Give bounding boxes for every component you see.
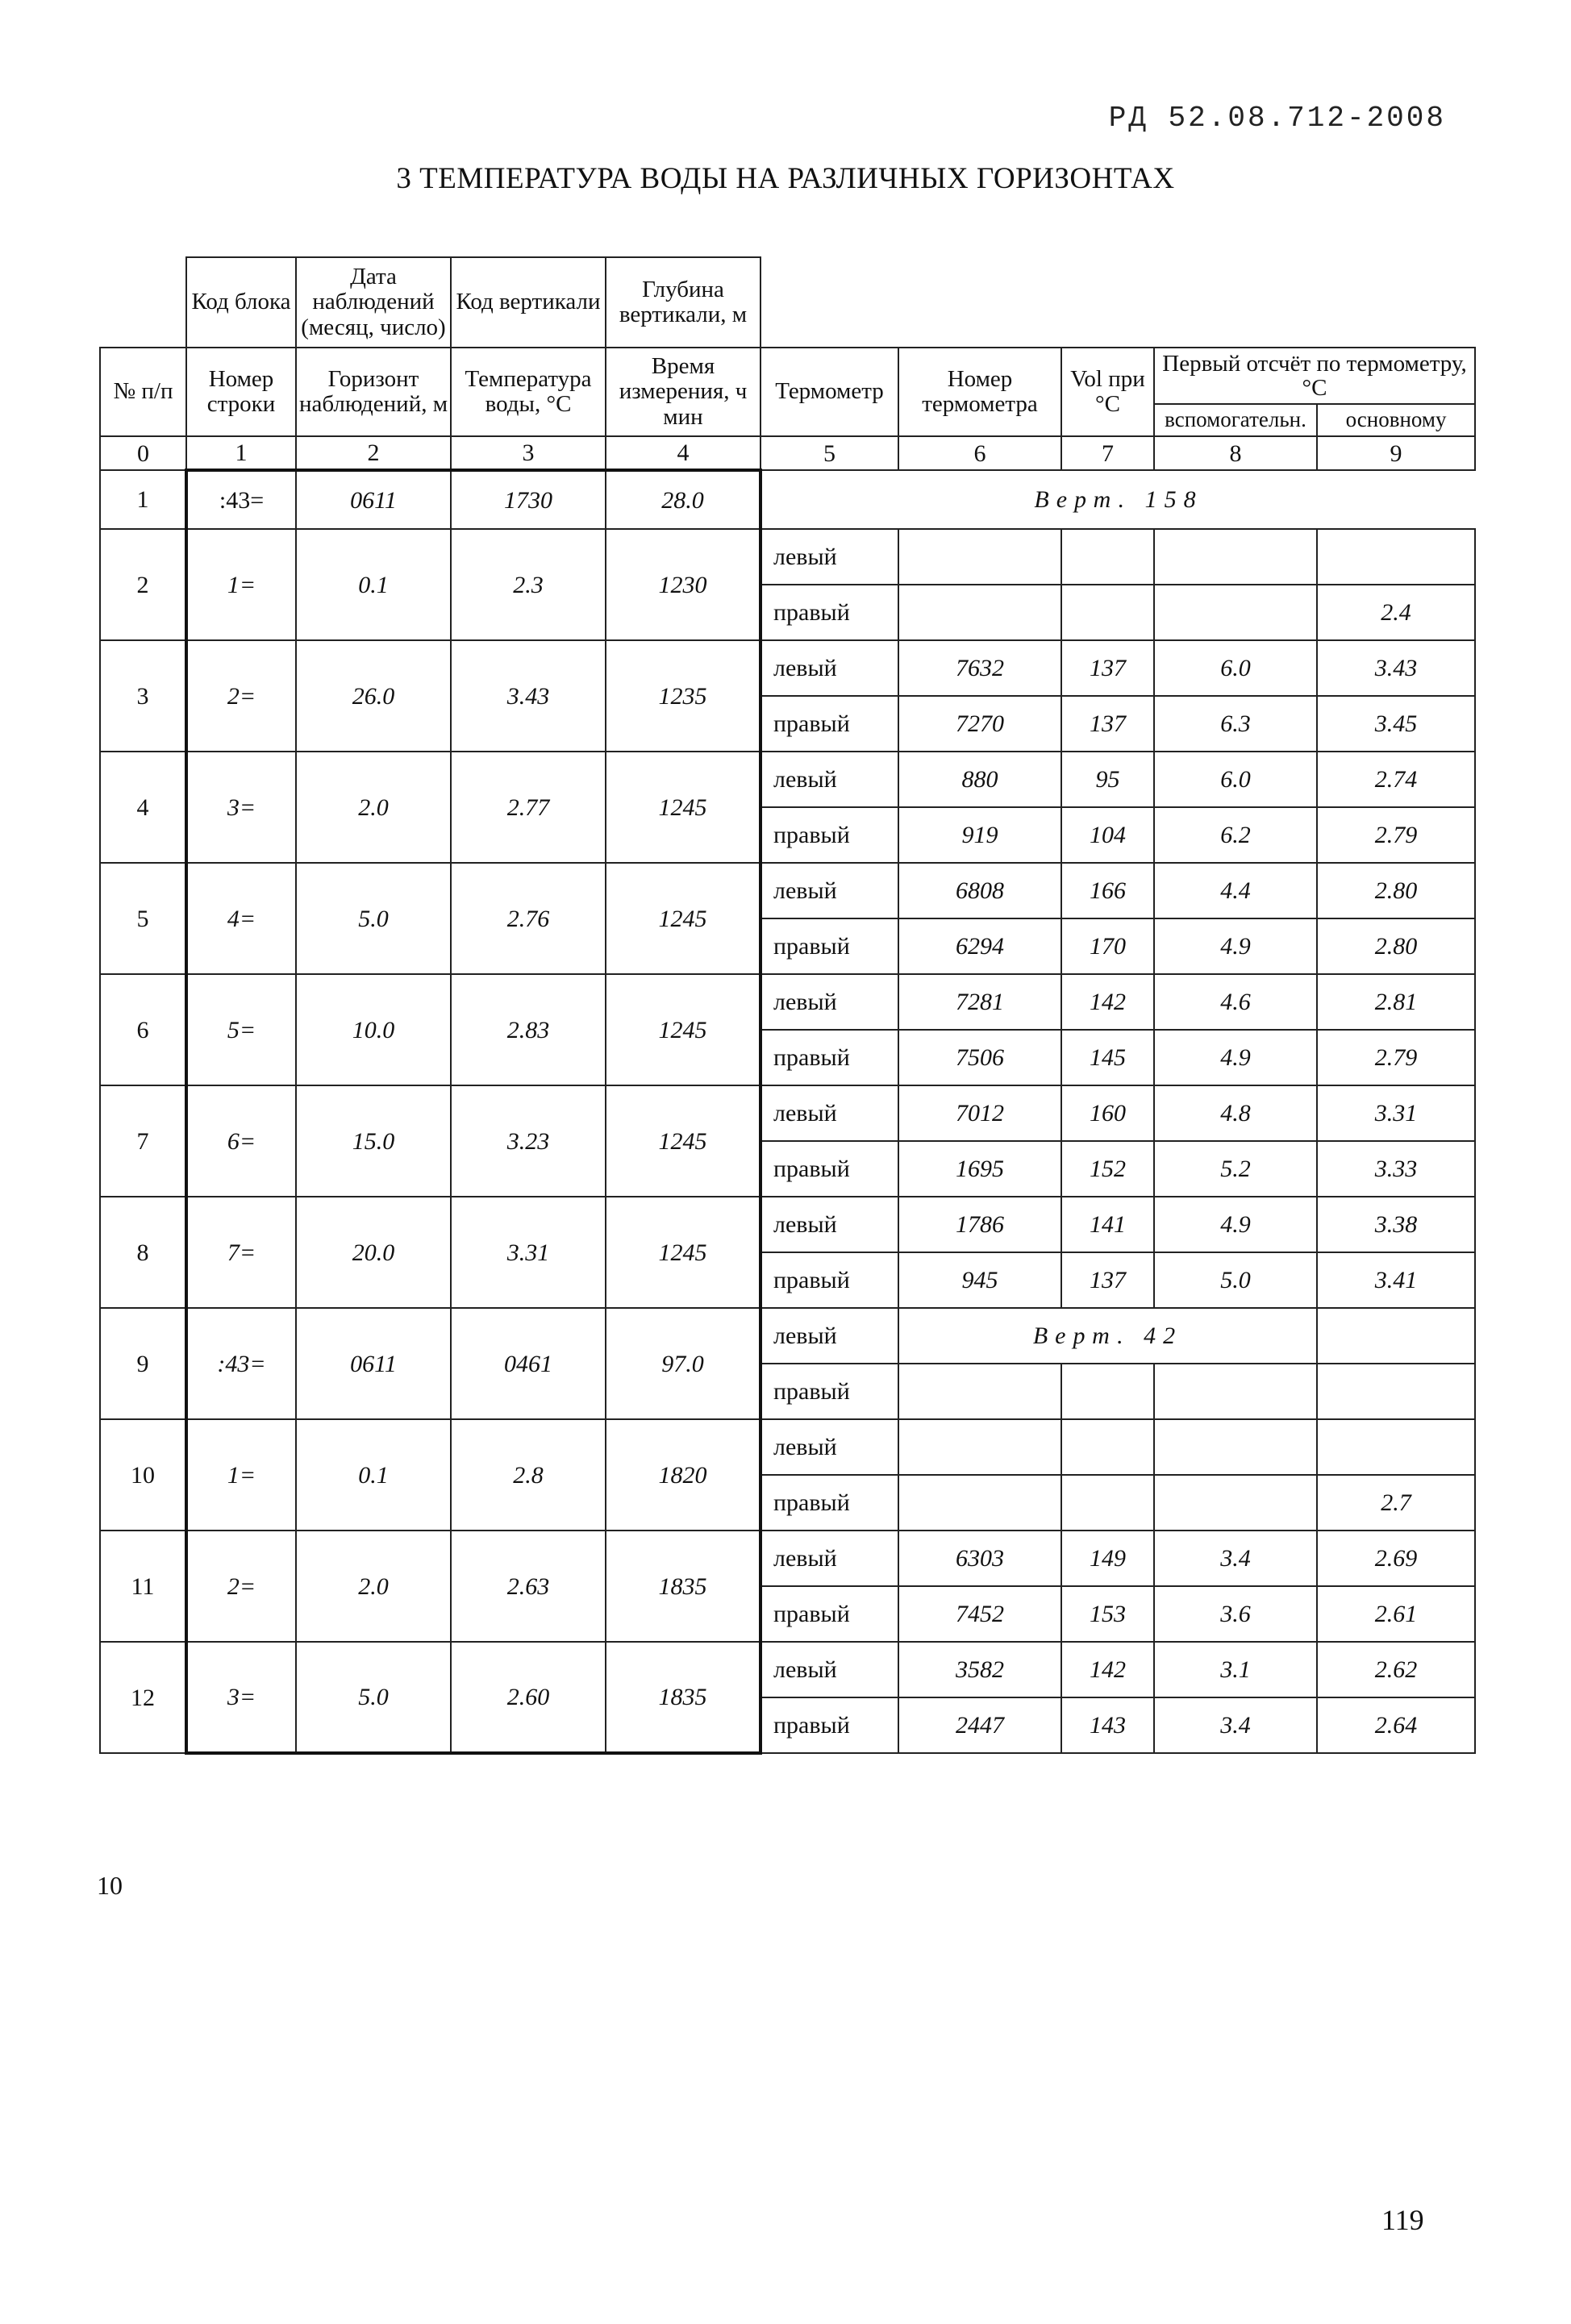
line-number: 7= xyxy=(186,1197,296,1308)
column-number: 6 xyxy=(898,436,1061,470)
observation-horizon: 15.0 xyxy=(296,1085,451,1197)
thermometer-number: 7632 xyxy=(898,640,1061,696)
header-horizon: Горизонт наблюдений, м xyxy=(296,348,451,436)
thermometer-number: 880 xyxy=(898,752,1061,807)
vol-value: 153 xyxy=(1061,1586,1154,1642)
measurement-time: 1235 xyxy=(606,640,760,752)
thermometer-number: 7452 xyxy=(898,1586,1061,1642)
observation-date: 0611 xyxy=(296,1308,451,1419)
main-reading: 2.62 xyxy=(1317,1642,1475,1697)
thermometer-right-label: правый xyxy=(760,1586,898,1642)
observation-date: 0611 xyxy=(296,470,451,529)
water-temperature: 2.63 xyxy=(451,1531,606,1642)
line-number: 2= xyxy=(186,1531,296,1642)
main-reading: 2.80 xyxy=(1317,863,1475,918)
water-temperature: 2.83 xyxy=(451,974,606,1085)
observation-horizon: 0.1 xyxy=(296,1419,451,1531)
auxiliary-reading: 6.2 xyxy=(1154,807,1317,863)
auxiliary-reading: 6.3 xyxy=(1154,696,1317,752)
thermometer-number: 7012 xyxy=(898,1085,1061,1141)
header-vertical-code: Код вертикали xyxy=(451,257,606,348)
thermometer-right-label: правый xyxy=(760,696,898,752)
line-number: 2= xyxy=(186,640,296,752)
thermometer-number: 7281 xyxy=(898,974,1061,1030)
water-temperature: 3.23 xyxy=(451,1085,606,1197)
vol-value: 142 xyxy=(1061,1642,1154,1697)
row-number: 1 xyxy=(100,470,186,529)
vol-value: 145 xyxy=(1061,1030,1154,1085)
auxiliary-reading: 4.9 xyxy=(1154,1030,1317,1085)
vol-value xyxy=(1061,529,1154,585)
thermometer-number: 1695 xyxy=(898,1141,1061,1197)
line-number: 1= xyxy=(186,529,296,640)
temperature-table xyxy=(99,256,1474,1757)
observation-horizon: 5.0 xyxy=(296,1642,451,1753)
vol-value: 160 xyxy=(1061,1085,1154,1141)
thermometer-left-label: левый xyxy=(760,863,898,918)
main-reading: 2.4 xyxy=(1317,585,1475,640)
column-number: 8 xyxy=(1154,436,1317,470)
auxiliary-reading: 4.8 xyxy=(1154,1085,1317,1141)
vol-value: 152 xyxy=(1061,1141,1154,1197)
water-temperature: 2.77 xyxy=(451,752,606,863)
header-measurement-time: Время измерения, ч мин xyxy=(606,348,760,436)
main-reading: 2.80 xyxy=(1317,918,1475,974)
header-main: основному xyxy=(1317,404,1475,436)
vol-value: 104 xyxy=(1061,807,1154,863)
measurement-time: 1245 xyxy=(606,863,760,974)
thermometer-right-label: правый xyxy=(760,1030,898,1085)
auxiliary-reading: 6.0 xyxy=(1154,752,1317,807)
column-number: 4 xyxy=(606,436,760,470)
vol-value: 166 xyxy=(1061,863,1154,918)
column-number: 9 xyxy=(1317,436,1475,470)
block-code: :43= xyxy=(186,1308,296,1419)
line-number: 5= xyxy=(186,974,296,1085)
thermometer-number xyxy=(898,529,1061,585)
water-temperature: 3.31 xyxy=(451,1197,606,1308)
vol-value: 141 xyxy=(1061,1197,1154,1252)
thermometer-number: 2447 xyxy=(898,1697,1061,1753)
water-temperature: 2.8 xyxy=(451,1419,606,1531)
header-water-temperature: Температура воды, °С xyxy=(451,348,606,436)
main-reading: 3.38 xyxy=(1317,1197,1475,1252)
main-reading: 2.69 xyxy=(1317,1531,1475,1586)
main-reading xyxy=(1317,1364,1475,1419)
header-vol: Vol при °С xyxy=(1061,348,1154,436)
auxiliary-reading xyxy=(1154,1364,1317,1419)
auxiliary-reading: 4.9 xyxy=(1154,1197,1317,1252)
thermometer-number: 6808 xyxy=(898,863,1061,918)
thermometer-left-label: левый xyxy=(760,1642,898,1697)
row-number: 5 xyxy=(100,863,186,974)
vol-value: 137 xyxy=(1061,640,1154,696)
thermometer-number: 6303 xyxy=(898,1531,1061,1586)
measurement-time: 1245 xyxy=(606,1085,760,1197)
vol-value xyxy=(1061,1419,1154,1475)
vol-value xyxy=(1061,585,1154,640)
auxiliary-reading: 3.1 xyxy=(1154,1642,1317,1697)
thermometer-left-label: левый xyxy=(760,1197,898,1252)
vertical-depth: 28.0 xyxy=(606,470,760,529)
observation-horizon: 2.0 xyxy=(296,1531,451,1642)
page-number-right: 119 xyxy=(1381,2204,1424,2236)
vertical-label: Верт. 158 xyxy=(760,470,1475,529)
thermometer-left-label: левый xyxy=(760,1308,898,1364)
thermometer-number: 6294 xyxy=(898,918,1061,974)
main-reading: 2.79 xyxy=(1317,1030,1475,1085)
header-block-code: Код блока xyxy=(186,257,296,348)
row-number: 9 xyxy=(100,1308,186,1419)
column-number: 1 xyxy=(186,436,296,470)
thermometer-number xyxy=(898,1419,1061,1475)
header-first-reading: Первый отсчёт по термометру, °С xyxy=(1154,348,1475,404)
line-number: 3= xyxy=(186,752,296,863)
thermometer-number: 3582 xyxy=(898,1642,1061,1697)
row-number: 6 xyxy=(100,974,186,1085)
thermometer-number: 1786 xyxy=(898,1197,1061,1252)
observation-horizon: 20.0 xyxy=(296,1197,451,1308)
measurement-time: 1245 xyxy=(606,974,760,1085)
auxiliary-reading: 6.0 xyxy=(1154,640,1317,696)
water-temperature: 2.60 xyxy=(451,1642,606,1753)
thermometer-number: 7270 xyxy=(898,696,1061,752)
vertical-label: Верт. 42 xyxy=(898,1308,1317,1364)
measurement-time: 1820 xyxy=(606,1419,760,1531)
thermometer-right-label: правый xyxy=(760,1364,898,1419)
header-auxiliary: вспомогательн. xyxy=(1154,404,1317,436)
thermometer-number: 945 xyxy=(898,1252,1061,1308)
vol-value: 137 xyxy=(1061,1252,1154,1308)
main-reading: 2.74 xyxy=(1317,752,1475,807)
auxiliary-reading: 4.9 xyxy=(1154,918,1317,974)
thermometer-right-label: правый xyxy=(760,585,898,640)
thermometer-left-label: левый xyxy=(760,1085,898,1141)
document-code: РД 52.08.712-2008 xyxy=(1108,102,1446,135)
water-temperature: 3.43 xyxy=(451,640,606,752)
auxiliary-reading: 3.4 xyxy=(1154,1531,1317,1586)
line-number: 6= xyxy=(186,1085,296,1197)
vol-value: 170 xyxy=(1061,918,1154,974)
header-line-number: Номер строки xyxy=(186,348,296,436)
thermometer-right-label: правый xyxy=(760,1252,898,1308)
vol-value: 142 xyxy=(1061,974,1154,1030)
main-reading: 2.7 xyxy=(1317,1475,1475,1531)
vertical-code: 1730 xyxy=(451,470,606,529)
observation-horizon: 2.0 xyxy=(296,752,451,863)
vertical-code: 0461 xyxy=(451,1308,606,1419)
thermometer-left-label: левый xyxy=(760,640,898,696)
observation-horizon: 26.0 xyxy=(296,640,451,752)
header-thermometer-number: Номер термометра xyxy=(898,348,1061,436)
line-number: 4= xyxy=(186,863,296,974)
thermometer-left-label: левый xyxy=(760,1419,898,1475)
auxiliary-reading: 3.6 xyxy=(1154,1586,1317,1642)
auxiliary-reading: 5.0 xyxy=(1154,1252,1317,1308)
auxiliary-reading: 4.4 xyxy=(1154,863,1317,918)
vol-value: 149 xyxy=(1061,1531,1154,1586)
row-number: 12 xyxy=(100,1642,186,1753)
thermometer-right-label: правый xyxy=(760,918,898,974)
row-number: 10 xyxy=(100,1419,186,1531)
measurement-time: 1835 xyxy=(606,1642,760,1753)
column-number: 0 xyxy=(100,436,186,470)
auxiliary-reading xyxy=(1154,529,1317,585)
main-reading xyxy=(1317,529,1475,585)
header-vertical-depth: Глубина вертикали, м xyxy=(606,257,760,348)
column-number: 2 xyxy=(296,436,451,470)
column-number: 5 xyxy=(760,436,898,470)
water-temperature: 2.3 xyxy=(451,529,606,640)
thermometer-left-label: левый xyxy=(760,529,898,585)
thermometer-number xyxy=(898,1364,1061,1419)
thermometer-left-label: левый xyxy=(760,1531,898,1586)
row-number: 2 xyxy=(100,529,186,640)
vertical-depth: 97.0 xyxy=(606,1308,760,1419)
row-number: 4 xyxy=(100,752,186,863)
row-number: 7 xyxy=(100,1085,186,1197)
main-reading: 2.79 xyxy=(1317,807,1475,863)
measurement-time: 1230 xyxy=(606,529,760,640)
auxiliary-reading: 4.6 xyxy=(1154,974,1317,1030)
vol-value xyxy=(1061,1475,1154,1531)
observation-horizon: 5.0 xyxy=(296,863,451,974)
vol-value xyxy=(1061,1364,1154,1419)
observation-horizon: 0.1 xyxy=(296,529,451,640)
auxiliary-reading xyxy=(1154,585,1317,640)
main-reading: 2.64 xyxy=(1317,1697,1475,1753)
vol-value: 143 xyxy=(1061,1697,1154,1753)
header-row-number: № п/п xyxy=(100,348,186,436)
water-temperature: 2.76 xyxy=(451,863,606,974)
thermometer-number xyxy=(898,1475,1061,1531)
main-reading: 3.43 xyxy=(1317,640,1475,696)
thermometer-right-label: правый xyxy=(760,807,898,863)
measurement-time: 1835 xyxy=(606,1531,760,1642)
thermometer-right-label: правый xyxy=(760,1475,898,1531)
vol-value: 137 xyxy=(1061,696,1154,752)
thermometer-number: 919 xyxy=(898,807,1061,863)
auxiliary-reading xyxy=(1154,1475,1317,1531)
main-reading: 2.61 xyxy=(1317,1586,1475,1642)
observation-horizon: 10.0 xyxy=(296,974,451,1085)
auxiliary-reading: 3.4 xyxy=(1154,1697,1317,1753)
block-code: :43= xyxy=(186,470,296,529)
thermometer-right-label: правый xyxy=(760,1141,898,1197)
auxiliary-reading xyxy=(1154,1419,1317,1475)
thermometer-number: 7506 xyxy=(898,1030,1061,1085)
thermometer-left-label: левый xyxy=(760,974,898,1030)
row-number: 11 xyxy=(100,1531,186,1642)
page-number-left: 10 xyxy=(97,1871,123,1900)
main-reading: 3.31 xyxy=(1317,1085,1475,1141)
vol-value: 95 xyxy=(1061,752,1154,807)
main-reading: 3.45 xyxy=(1317,696,1475,752)
thermometer-number xyxy=(898,585,1061,640)
main-reading: 3.41 xyxy=(1317,1252,1475,1308)
measurement-time: 1245 xyxy=(606,752,760,863)
line-number: 1= xyxy=(186,1419,296,1531)
header-date: Дата наблюдений (месяц, число) xyxy=(296,257,451,348)
page-title: 3 ТЕМПЕРАТУРА ВОДЫ НА РАЗЛИЧНЫХ ГОРИЗОНТАХ xyxy=(396,162,1175,195)
measurement-time: 1245 xyxy=(606,1197,760,1308)
main-reading: 3.33 xyxy=(1317,1141,1475,1197)
header-thermometer: Термометр xyxy=(760,348,898,436)
column-number: 7 xyxy=(1061,436,1154,470)
main-reading xyxy=(1317,1419,1475,1475)
row-number: 3 xyxy=(100,640,186,752)
thermometer-right-label: правый xyxy=(760,1697,898,1753)
line-number: 3= xyxy=(186,1642,296,1753)
row-number: 8 xyxy=(100,1197,186,1308)
main-reading: 2.81 xyxy=(1317,974,1475,1030)
auxiliary-reading: 5.2 xyxy=(1154,1141,1317,1197)
main-reading xyxy=(1317,1308,1475,1364)
column-number: 3 xyxy=(451,436,606,470)
thermometer-left-label: левый xyxy=(760,752,898,807)
